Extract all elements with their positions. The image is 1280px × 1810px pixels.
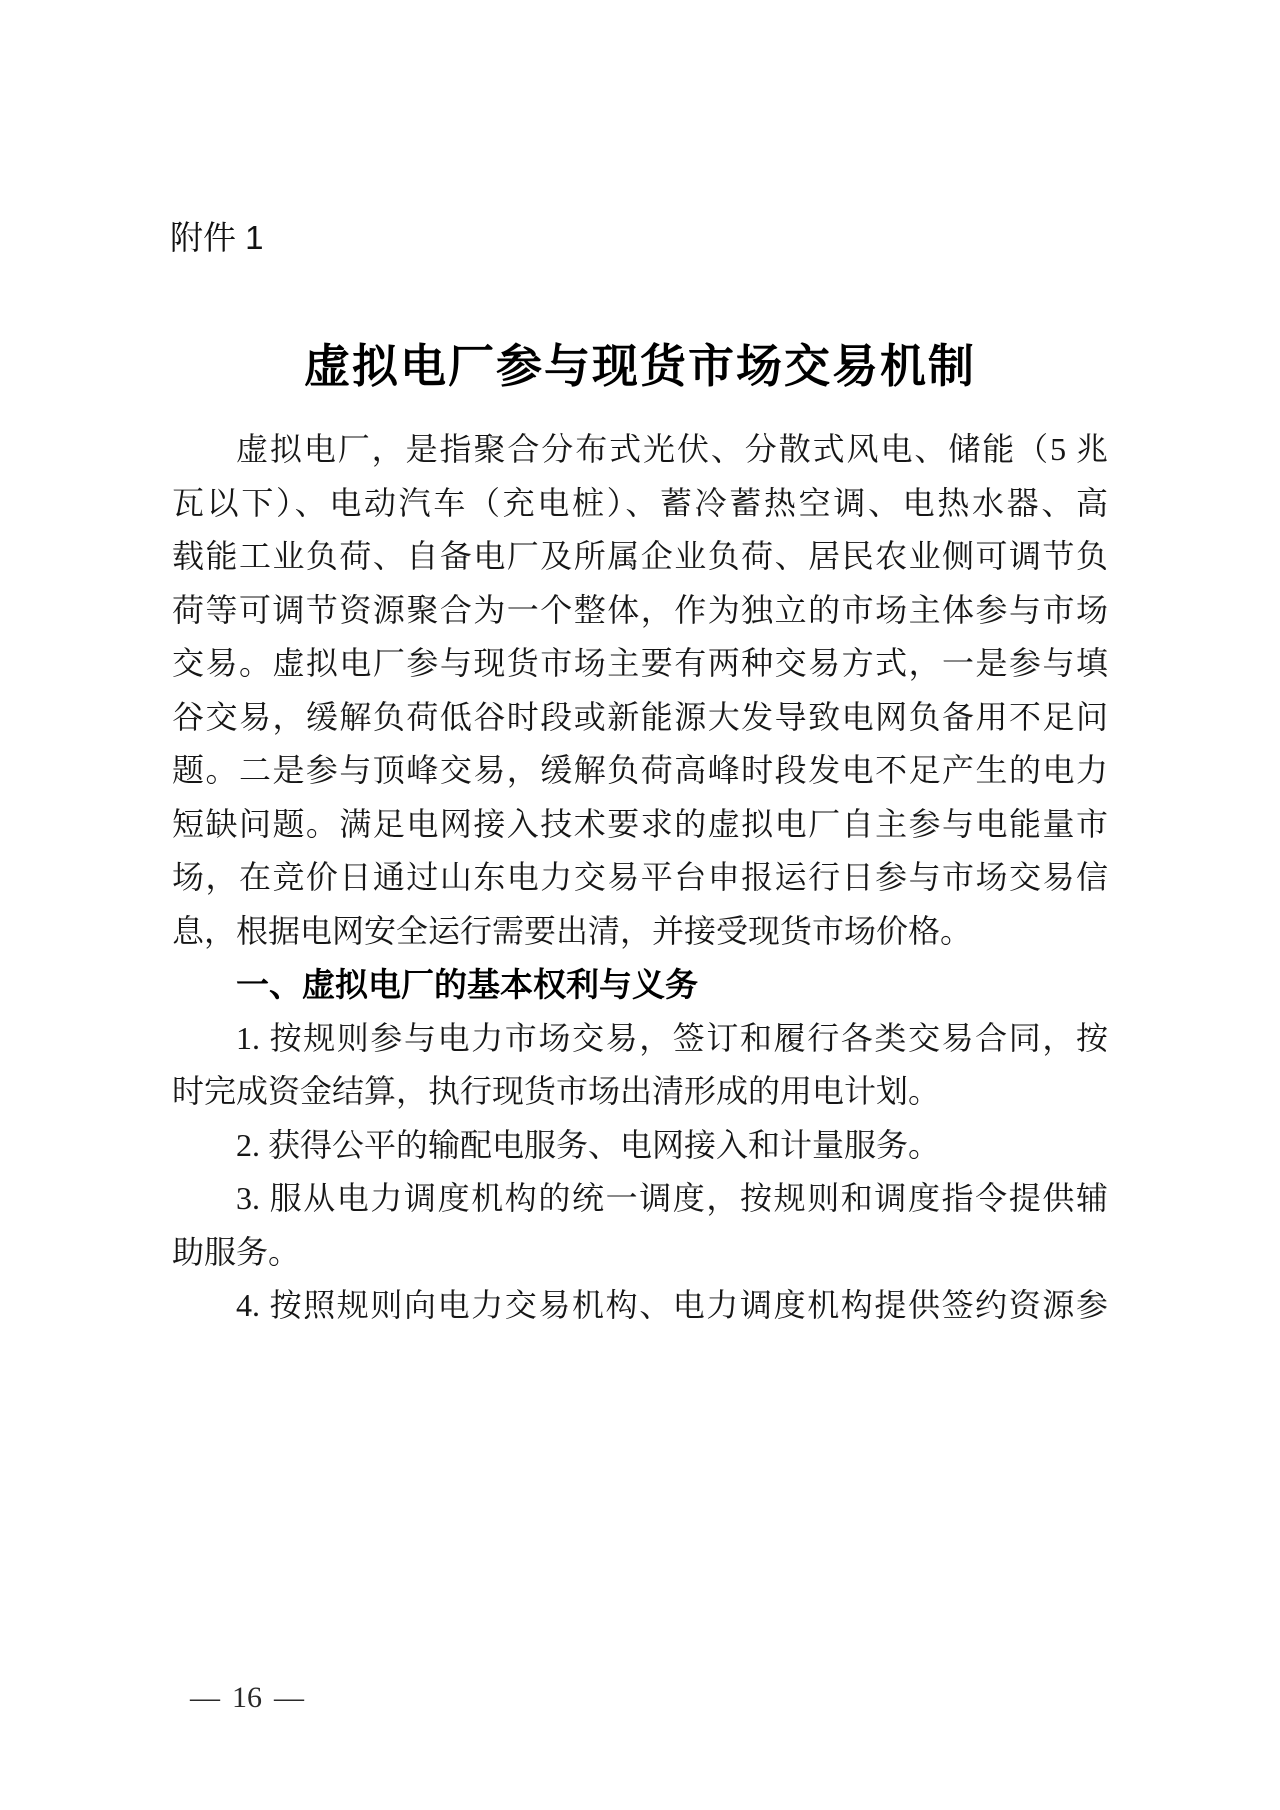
section-heading: 一、虚拟电厂的基本权利与义务 xyxy=(236,966,698,1003)
paragraph-line: 载能工业负荷、自备电厂及所属企业负荷、居民农业侧可调节负 xyxy=(172,538,1108,574)
paragraph-line: 短缺问题。满足电网接入技术要求的虚拟电厂自主参与电能量市 xyxy=(172,805,1108,842)
list-item-line: 时完成资金结算，执行现货市场出清形成的用电计划。 xyxy=(172,1073,941,1109)
paragraph-line: 场，在竞价日通过山东电力交易平台申报运行日参与市场交易信 xyxy=(172,859,1108,895)
list-item-line: 1. 按规则参与电力市场交易，签订和履行各类交易合同，按 xyxy=(236,1019,1108,1056)
page-footer xyxy=(190,1680,304,1716)
list-item-line: 3. 服从电力调度机构的统一调度，按规则和调度指令提供辅 xyxy=(236,1180,1108,1216)
footer-dash-left: — xyxy=(190,1681,220,1714)
attachment-label: 附件 1 xyxy=(170,219,264,256)
list-item-line: 2. 获得公平的输配电服务、电网接入和计量服务。 xyxy=(236,1126,941,1163)
list-item-line: 4. 按照规则向电力交易机构、电力调度机构提供签约资源参 xyxy=(236,1287,1108,1323)
document-title: 虚拟电厂参与现货市场交易机制 xyxy=(304,340,976,392)
footer-dash-right: — xyxy=(274,1681,304,1714)
paragraph-line: 息，根据电网安全运行需要出清，并接受现货市场价格。 xyxy=(172,912,973,949)
paragraph-line: 题。二是参与顶峰交易，缓解负荷高峰时段发电不足产生的电力 xyxy=(172,752,1108,788)
paragraph-line: 谷交易，缓解负荷低谷时段或新能源大发导致电网负备用不足问 xyxy=(172,698,1108,735)
document-body xyxy=(172,423,1108,1333)
page-number: 16 xyxy=(232,1681,262,1714)
paragraph-line: 瓦以下）、电动汽车（充电桩）、蓄冷蓄热空调、电热水器、高 xyxy=(172,484,1108,521)
list-item-line: 助服务。 xyxy=(172,1233,301,1270)
paragraph-line: 虚拟电厂，是指聚合分布式光伏、分散式风电、储能（5 兆 xyxy=(236,431,1108,467)
paragraph-line: 交易。虚拟电厂参与现货市场主要有两种交易方式，一是参与填 xyxy=(172,645,1108,681)
paragraph-line: 荷等可调节资源聚合为一个整体，作为独立的市场主体参与市场 xyxy=(172,591,1108,628)
